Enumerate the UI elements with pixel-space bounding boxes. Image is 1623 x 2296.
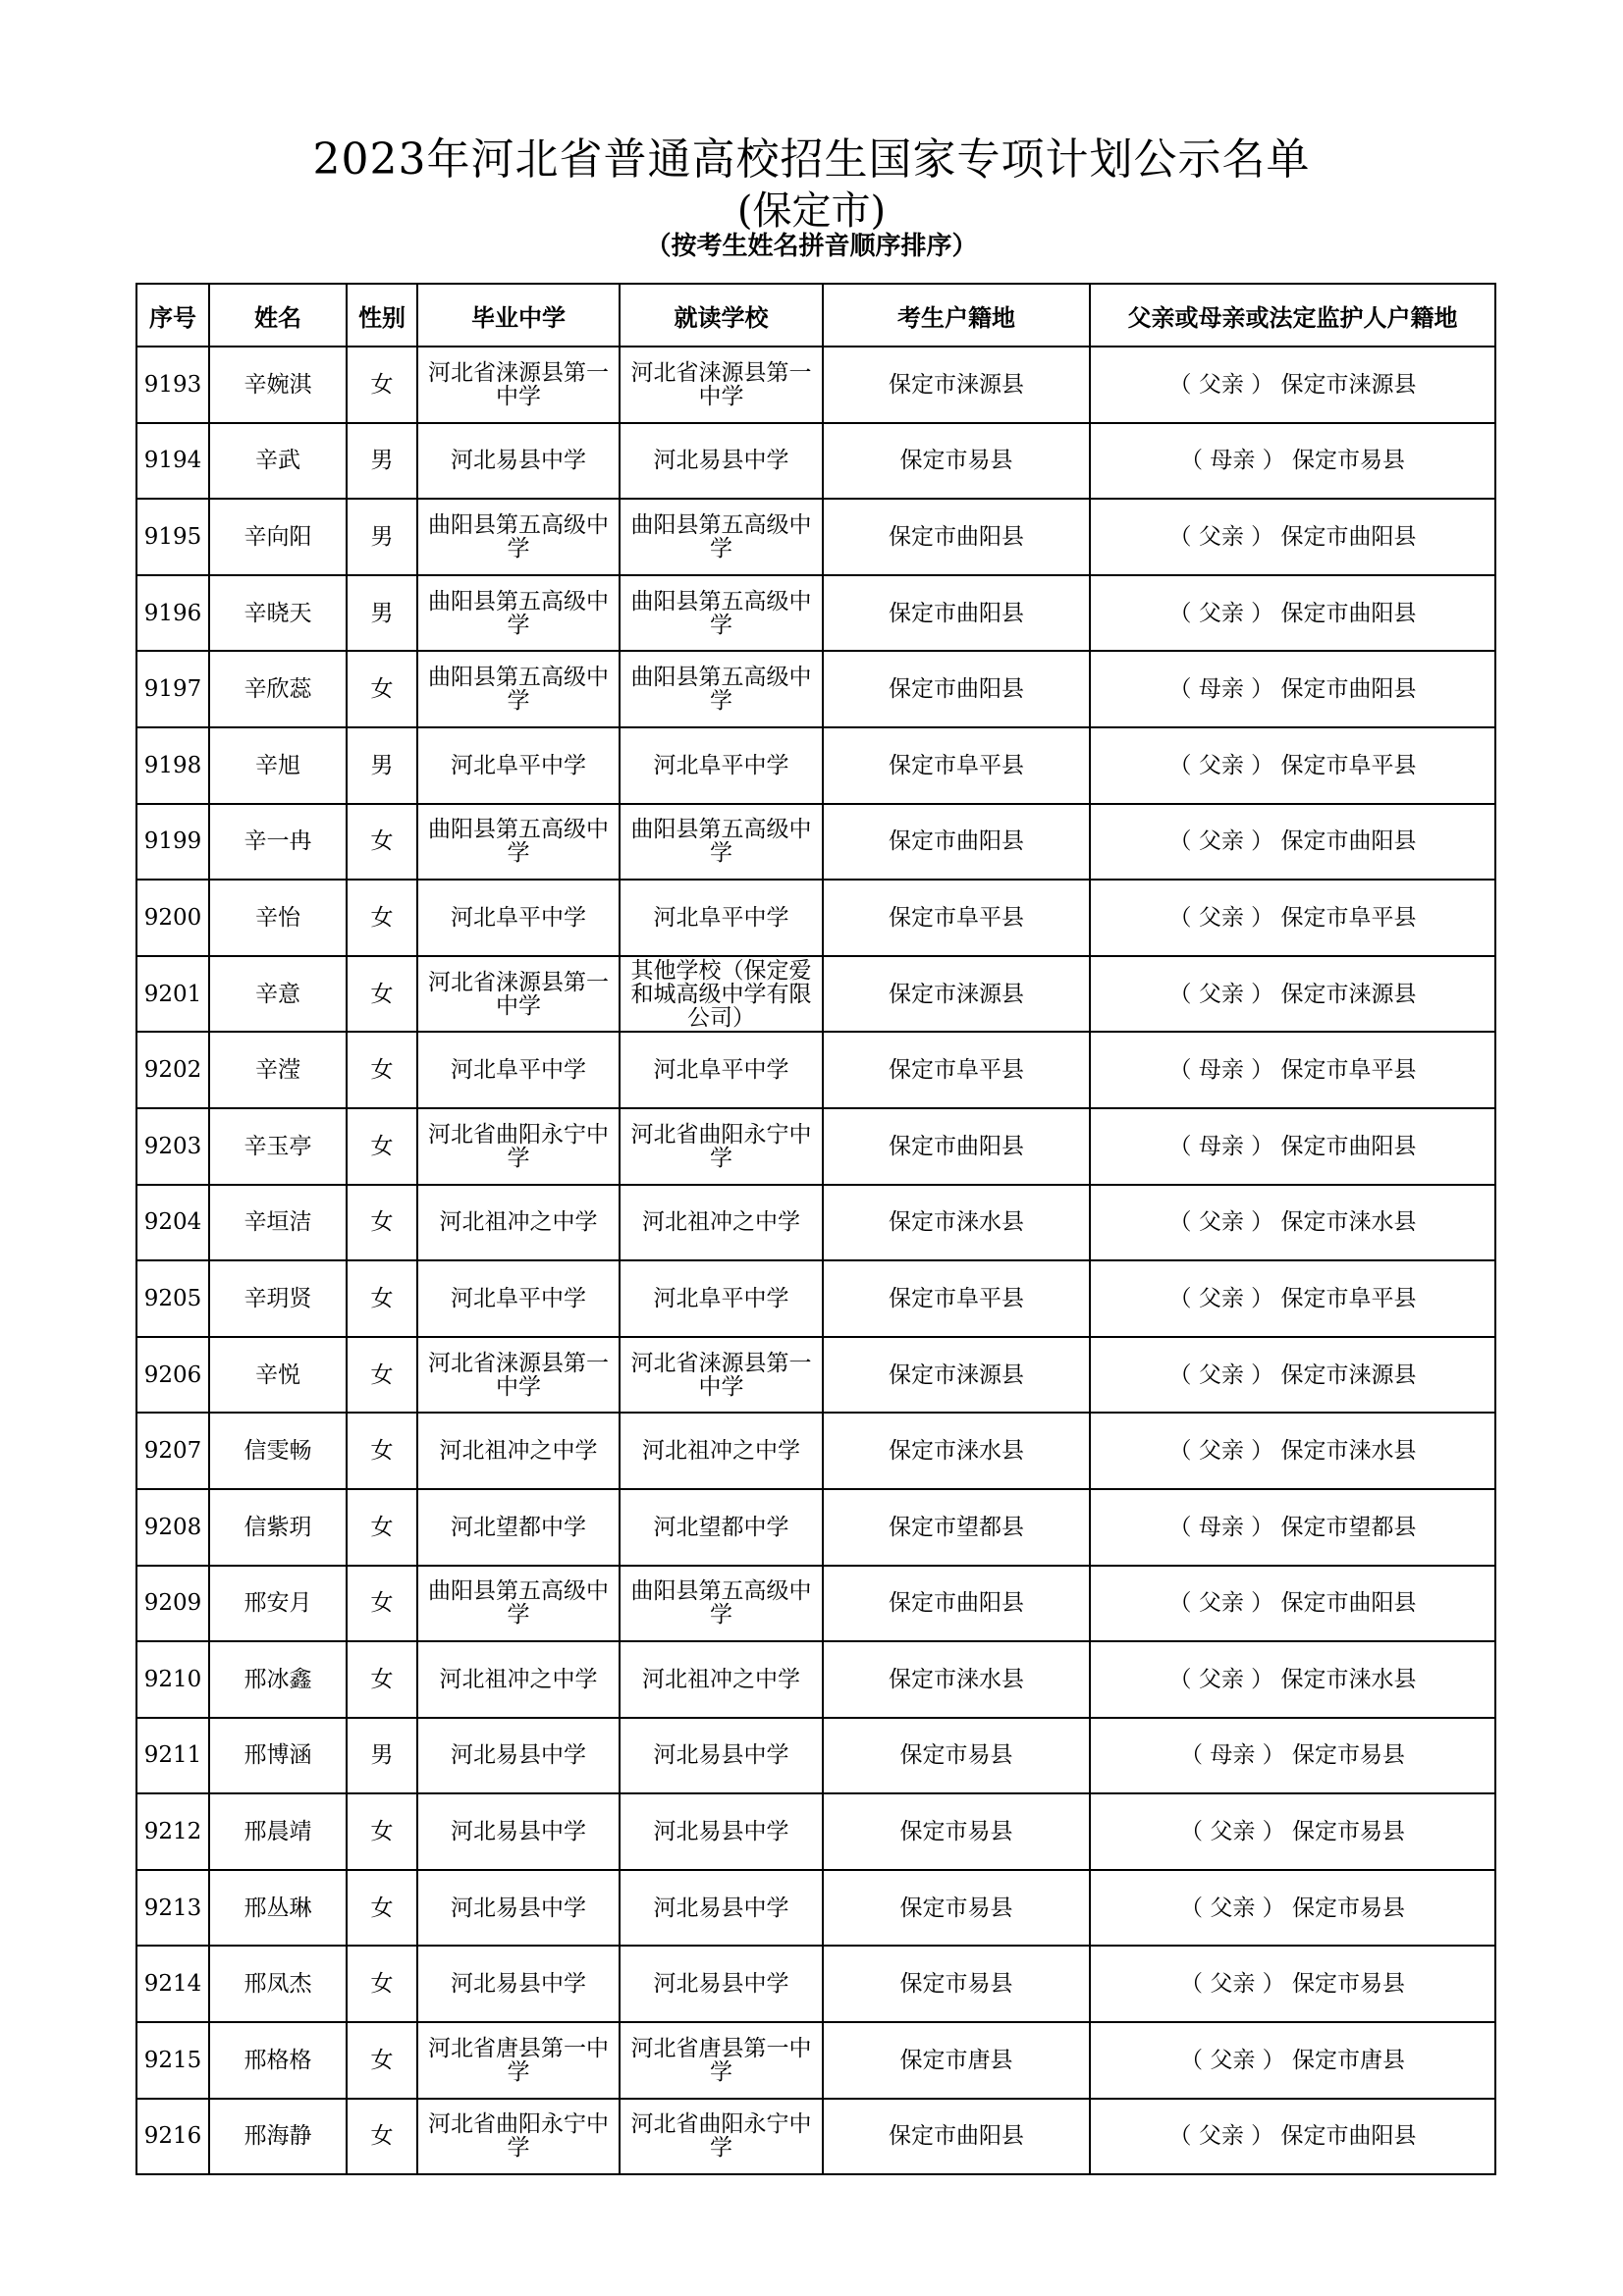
- current-school-cell: 河北祖冲之中学: [620, 1413, 823, 1489]
- serial-cell: 9216: [136, 2099, 209, 2175]
- graduation-school-cell: 河北省涞源县第一中学: [417, 956, 620, 1033]
- table-row: [136, 1566, 1495, 1642]
- gender-cell: 女: [347, 1185, 417, 1261]
- table-row: [136, 1185, 1495, 1261]
- student-residence-cell: 保定市涞源县: [823, 347, 1090, 423]
- guardian-residence-cell: （ 父亲 ） 保定市唐县: [1090, 2022, 1495, 2099]
- serial-cell: 9215: [136, 2022, 209, 2099]
- current-school-cell: 河北阜平中学: [620, 1260, 823, 1337]
- current-school-cell: 河北省涞源县第一中学: [620, 1337, 823, 1414]
- serial-cell: 9212: [136, 1793, 209, 1870]
- guardian-residence-cell: （ 父亲 ） 保定市涞源县: [1090, 956, 1495, 1033]
- guardian-residence-cell: （ 母亲 ） 保定市曲阳县: [1090, 651, 1495, 727]
- current-school-cell: 河北祖冲之中学: [620, 1641, 823, 1718]
- gender-cell: 女: [347, 1870, 417, 1947]
- student-residence-cell: 保定市阜平县: [823, 880, 1090, 956]
- name-cell: 辛玉亭: [209, 1108, 347, 1185]
- guardian-residence-cell: （ 父亲 ） 保定市涞水县: [1090, 1185, 1495, 1261]
- table-row: [136, 347, 1495, 423]
- student-residence-cell: 保定市曲阳县: [823, 1108, 1090, 1185]
- gender-cell: 男: [347, 1718, 417, 1794]
- gender-cell: 女: [347, 1641, 417, 1718]
- student-residence-cell: 保定市曲阳县: [823, 2099, 1090, 2175]
- gender-cell: 男: [347, 423, 417, 500]
- table-row: [136, 1489, 1495, 1566]
- graduation-school-cell: 河北祖冲之中学: [417, 1641, 620, 1718]
- current-school-cell: 河北省涞源县第一中学: [620, 347, 823, 423]
- student-residence-cell: 保定市曲阳县: [823, 575, 1090, 652]
- gender-cell: 女: [347, 880, 417, 956]
- graduation-school-cell: 河北阜平中学: [417, 727, 620, 804]
- serial-cell: 9213: [136, 1870, 209, 1947]
- serial-cell: 9201: [136, 956, 209, 1033]
- guardian-residence-cell: （ 父亲 ） 保定市易县: [1090, 1946, 1495, 2022]
- header-graduation-school: 毕业中学: [417, 284, 620, 347]
- table-row: [136, 1032, 1495, 1108]
- serial-cell: 9202: [136, 1032, 209, 1108]
- serial-cell: 9206: [136, 1337, 209, 1414]
- student-residence-cell: 保定市易县: [823, 423, 1090, 500]
- serial-cell: 9214: [136, 1946, 209, 2022]
- graduation-school-cell: 河北易县中学: [417, 1946, 620, 2022]
- name-cell: 辛意: [209, 956, 347, 1033]
- guardian-residence-cell: （ 父亲 ） 保定市曲阳县: [1090, 1566, 1495, 1642]
- serial-cell: 9200: [136, 880, 209, 956]
- serial-cell: 9205: [136, 1260, 209, 1337]
- gender-cell: 女: [347, 1566, 417, 1642]
- guardian-residence-cell: （ 母亲 ） 保定市阜平县: [1090, 1032, 1495, 1108]
- current-school-cell: 河北易县中学: [620, 423, 823, 500]
- name-cell: 邢丛琳: [209, 1870, 347, 1947]
- current-school-cell: 河北易县中学: [620, 1793, 823, 1870]
- serial-cell: 9199: [136, 804, 209, 881]
- guardian-residence-cell: （ 父亲 ） 保定市阜平县: [1090, 1260, 1495, 1337]
- graduation-school-cell: 河北祖冲之中学: [417, 1413, 620, 1489]
- graduation-school-cell: 河北省唐县第一中学: [417, 2022, 620, 2099]
- table-row: [136, 1718, 1495, 1794]
- graduation-school-cell: 河北阜平中学: [417, 880, 620, 956]
- table-row: [136, 1793, 1495, 1870]
- student-residence-cell: 保定市曲阳县: [823, 804, 1090, 881]
- serial-cell: 9196: [136, 575, 209, 652]
- serial-cell: 9209: [136, 1566, 209, 1642]
- roster-body: [136, 347, 1495, 2174]
- gender-cell: 男: [347, 575, 417, 652]
- guardian-residence-cell: （ 父亲 ） 保定市曲阳县: [1090, 2099, 1495, 2175]
- current-school-cell: 河北省曲阳永宁中学: [620, 2099, 823, 2175]
- serial-cell: 9211: [136, 1718, 209, 1794]
- serial-cell: 9194: [136, 423, 209, 500]
- graduation-school-cell: 曲阳县第五高级中学: [417, 1566, 620, 1642]
- gender-cell: 女: [347, 1489, 417, 1566]
- current-school-cell: 其他学校（保定爱和城高级中学有限公司）: [620, 956, 823, 1033]
- current-school-cell: 河北阜平中学: [620, 880, 823, 956]
- header-student-residence: 考生户籍地: [823, 284, 1090, 347]
- name-cell: 邢安月: [209, 1566, 347, 1642]
- graduation-school-cell: 河北省涞源县第一中学: [417, 347, 620, 423]
- guardian-residence-cell: （ 母亲 ） 保定市易县: [1090, 1718, 1495, 1794]
- graduation-school-cell: 曲阳县第五高级中学: [417, 499, 620, 575]
- guardian-residence-cell: （ 父亲 ） 保定市阜平县: [1090, 727, 1495, 804]
- guardian-residence-cell: （ 父亲 ） 保定市曲阳县: [1090, 804, 1495, 881]
- graduation-school-cell: 河北省曲阳永宁中学: [417, 2099, 620, 2175]
- name-cell: 辛旭: [209, 727, 347, 804]
- guardian-residence-cell: （ 母亲 ） 保定市易县: [1090, 423, 1495, 500]
- guardian-residence-cell: （ 父亲 ） 保定市涞水县: [1090, 1641, 1495, 1718]
- current-school-cell: 河北阜平中学: [620, 727, 823, 804]
- current-school-cell: 曲阳县第五高级中学: [620, 575, 823, 652]
- student-residence-cell: 保定市唐县: [823, 2022, 1090, 2099]
- table-row: [136, 956, 1495, 1033]
- name-cell: 辛滢: [209, 1032, 347, 1108]
- gender-cell: 女: [347, 1946, 417, 2022]
- sort-note: （按考生姓名拼音顺序排序）: [645, 232, 978, 261]
- serial-cell: 9204: [136, 1185, 209, 1261]
- gender-cell: 女: [347, 1413, 417, 1489]
- student-residence-cell: 保定市易县: [823, 1870, 1090, 1947]
- graduation-school-cell: 河北阜平中学: [417, 1032, 620, 1108]
- serial-cell: 9207: [136, 1413, 209, 1489]
- current-school-cell: 河北易县中学: [620, 1718, 823, 1794]
- document-title: 2023年河北省普通高校招生国家专项计划公示名单: [312, 134, 1311, 185]
- table-row: [136, 1641, 1495, 1718]
- serial-cell: 9193: [136, 347, 209, 423]
- guardian-residence-cell: （ 父亲 ） 保定市易县: [1090, 1870, 1495, 1947]
- student-residence-cell: 保定市曲阳县: [823, 499, 1090, 575]
- gender-cell: 女: [347, 347, 417, 423]
- guardian-residence-cell: （ 母亲 ） 保定市曲阳县: [1090, 1108, 1495, 1185]
- student-residence-cell: 保定市阜平县: [823, 727, 1090, 804]
- graduation-school-cell: 河北易县中学: [417, 1870, 620, 1947]
- table-row: [136, 423, 1495, 500]
- gender-cell: 女: [347, 2099, 417, 2175]
- name-cell: 邢冰鑫: [209, 1641, 347, 1718]
- graduation-school-cell: 河北祖冲之中学: [417, 1185, 620, 1261]
- graduation-school-cell: 曲阳县第五高级中学: [417, 804, 620, 881]
- name-cell: 邢博涵: [209, 1718, 347, 1794]
- header-serial: 序号: [136, 284, 209, 347]
- serial-cell: 9203: [136, 1108, 209, 1185]
- guardian-residence-cell: （ 父亲 ） 保定市曲阳县: [1090, 499, 1495, 575]
- current-school-cell: 曲阳县第五高级中学: [620, 651, 823, 727]
- header-gender: 性别: [347, 284, 417, 347]
- current-school-cell: 河北省曲阳永宁中学: [620, 1108, 823, 1185]
- gender-cell: 女: [347, 1032, 417, 1108]
- header-guardian-residence: 父亲或母亲或法定监护人户籍地: [1090, 284, 1495, 347]
- student-residence-cell: 保定市阜平县: [823, 1260, 1090, 1337]
- serial-cell: 9197: [136, 651, 209, 727]
- table-header-row: [136, 284, 1495, 347]
- name-cell: 邢格格: [209, 2022, 347, 2099]
- current-school-cell: 河北易县中学: [620, 1870, 823, 1947]
- gender-cell: 女: [347, 804, 417, 881]
- current-school-cell: 河北祖冲之中学: [620, 1185, 823, 1261]
- student-residence-cell: 保定市涞源县: [823, 956, 1090, 1033]
- name-cell: 辛一冉: [209, 804, 347, 881]
- graduation-school-cell: 河北易县中学: [417, 1718, 620, 1794]
- name-cell: 辛玥贤: [209, 1260, 347, 1337]
- graduation-school-cell: 河北望都中学: [417, 1489, 620, 1566]
- serial-cell: 9210: [136, 1641, 209, 1718]
- header-name: 姓名: [209, 284, 347, 347]
- current-school-cell: 河北望都中学: [620, 1489, 823, 1566]
- graduation-school-cell: 河北省曲阳永宁中学: [417, 1108, 620, 1185]
- graduation-school-cell: 河北省涞源县第一中学: [417, 1337, 620, 1414]
- guardian-residence-cell: （ 父亲 ） 保定市涞水县: [1090, 1413, 1495, 1489]
- graduation-school-cell: 河北易县中学: [417, 423, 620, 500]
- name-cell: 辛向阳: [209, 499, 347, 575]
- name-cell: 辛欣蕊: [209, 651, 347, 727]
- table-row: [136, 880, 1495, 956]
- table-row: [136, 804, 1495, 881]
- current-school-cell: 河北省唐县第一中学: [620, 2022, 823, 2099]
- current-school-cell: 曲阳县第五高级中学: [620, 499, 823, 575]
- table-row: [136, 1413, 1495, 1489]
- table-row: [136, 1108, 1495, 1185]
- name-cell: 辛晓天: [209, 575, 347, 652]
- table-row: [136, 1870, 1495, 1947]
- gender-cell: 女: [347, 1793, 417, 1870]
- student-residence-cell: 保定市涞水县: [823, 1413, 1090, 1489]
- graduation-school-cell: 曲阳县第五高级中学: [417, 575, 620, 652]
- gender-cell: 女: [347, 1260, 417, 1337]
- guardian-residence-cell: （ 父亲 ） 保定市阜平县: [1090, 880, 1495, 956]
- graduation-school-cell: 河北阜平中学: [417, 1260, 620, 1337]
- name-cell: 信紫玥: [209, 1489, 347, 1566]
- guardian-residence-cell: （ 父亲 ） 保定市曲阳县: [1090, 575, 1495, 652]
- student-residence-cell: 保定市阜平县: [823, 1032, 1090, 1108]
- gender-cell: 男: [347, 499, 417, 575]
- roster-table: [135, 283, 1496, 2175]
- guardian-residence-cell: （ 父亲 ） 保定市易县: [1090, 1793, 1495, 1870]
- name-cell: 邢海静: [209, 2099, 347, 2175]
- gender-cell: 女: [347, 956, 417, 1033]
- table-row: [136, 651, 1495, 727]
- table-row: [136, 575, 1495, 652]
- guardian-residence-cell: （ 父亲 ） 保定市涞源县: [1090, 347, 1495, 423]
- student-residence-cell: 保定市易县: [823, 1793, 1090, 1870]
- name-cell: 邢凤杰: [209, 1946, 347, 2022]
- graduation-school-cell: 曲阳县第五高级中学: [417, 651, 620, 727]
- guardian-residence-cell: （ 母亲 ） 保定市望都县: [1090, 1489, 1495, 1566]
- name-cell: 邢晨靖: [209, 1793, 347, 1870]
- table-row: [136, 727, 1495, 804]
- table-row: [136, 499, 1495, 575]
- name-cell: 辛悦: [209, 1337, 347, 1414]
- serial-cell: 9195: [136, 499, 209, 575]
- name-cell: 辛垣洁: [209, 1185, 347, 1261]
- name-cell: 辛武: [209, 423, 347, 500]
- graduation-school-cell: 河北易县中学: [417, 1793, 620, 1870]
- gender-cell: 女: [347, 1108, 417, 1185]
- current-school-cell: 河北易县中学: [620, 1946, 823, 2022]
- student-residence-cell: 保定市曲阳县: [823, 1566, 1090, 1642]
- student-residence-cell: 保定市望都县: [823, 1489, 1090, 1566]
- student-residence-cell: 保定市涞水县: [823, 1185, 1090, 1261]
- current-school-cell: 曲阳县第五高级中学: [620, 804, 823, 881]
- table-row: [136, 2099, 1495, 2175]
- document-subtitle: (保定市): [736, 188, 887, 234]
- header-current-school: 就读学校: [620, 284, 823, 347]
- current-school-cell: 曲阳县第五高级中学: [620, 1566, 823, 1642]
- name-cell: 信雯畅: [209, 1413, 347, 1489]
- student-residence-cell: 保定市易县: [823, 1946, 1090, 2022]
- table-row: [136, 1946, 1495, 2022]
- table-row: [136, 1260, 1495, 1337]
- student-residence-cell: 保定市涞源县: [823, 1337, 1090, 1414]
- student-residence-cell: 保定市曲阳县: [823, 651, 1090, 727]
- name-cell: 辛怡: [209, 880, 347, 956]
- gender-cell: 女: [347, 2022, 417, 2099]
- gender-cell: 女: [347, 1337, 417, 1414]
- gender-cell: 女: [347, 651, 417, 727]
- name-cell: 辛婉淇: [209, 347, 347, 423]
- current-school-cell: 河北阜平中学: [620, 1032, 823, 1108]
- serial-cell: 9208: [136, 1489, 209, 1566]
- student-residence-cell: 保定市易县: [823, 1718, 1090, 1794]
- gender-cell: 男: [347, 727, 417, 804]
- table-row: [136, 1337, 1495, 1414]
- serial-cell: 9198: [136, 727, 209, 804]
- table-row: [136, 2022, 1495, 2099]
- student-residence-cell: 保定市涞水县: [823, 1641, 1090, 1718]
- guardian-residence-cell: （ 父亲 ） 保定市涞源县: [1090, 1337, 1495, 1414]
